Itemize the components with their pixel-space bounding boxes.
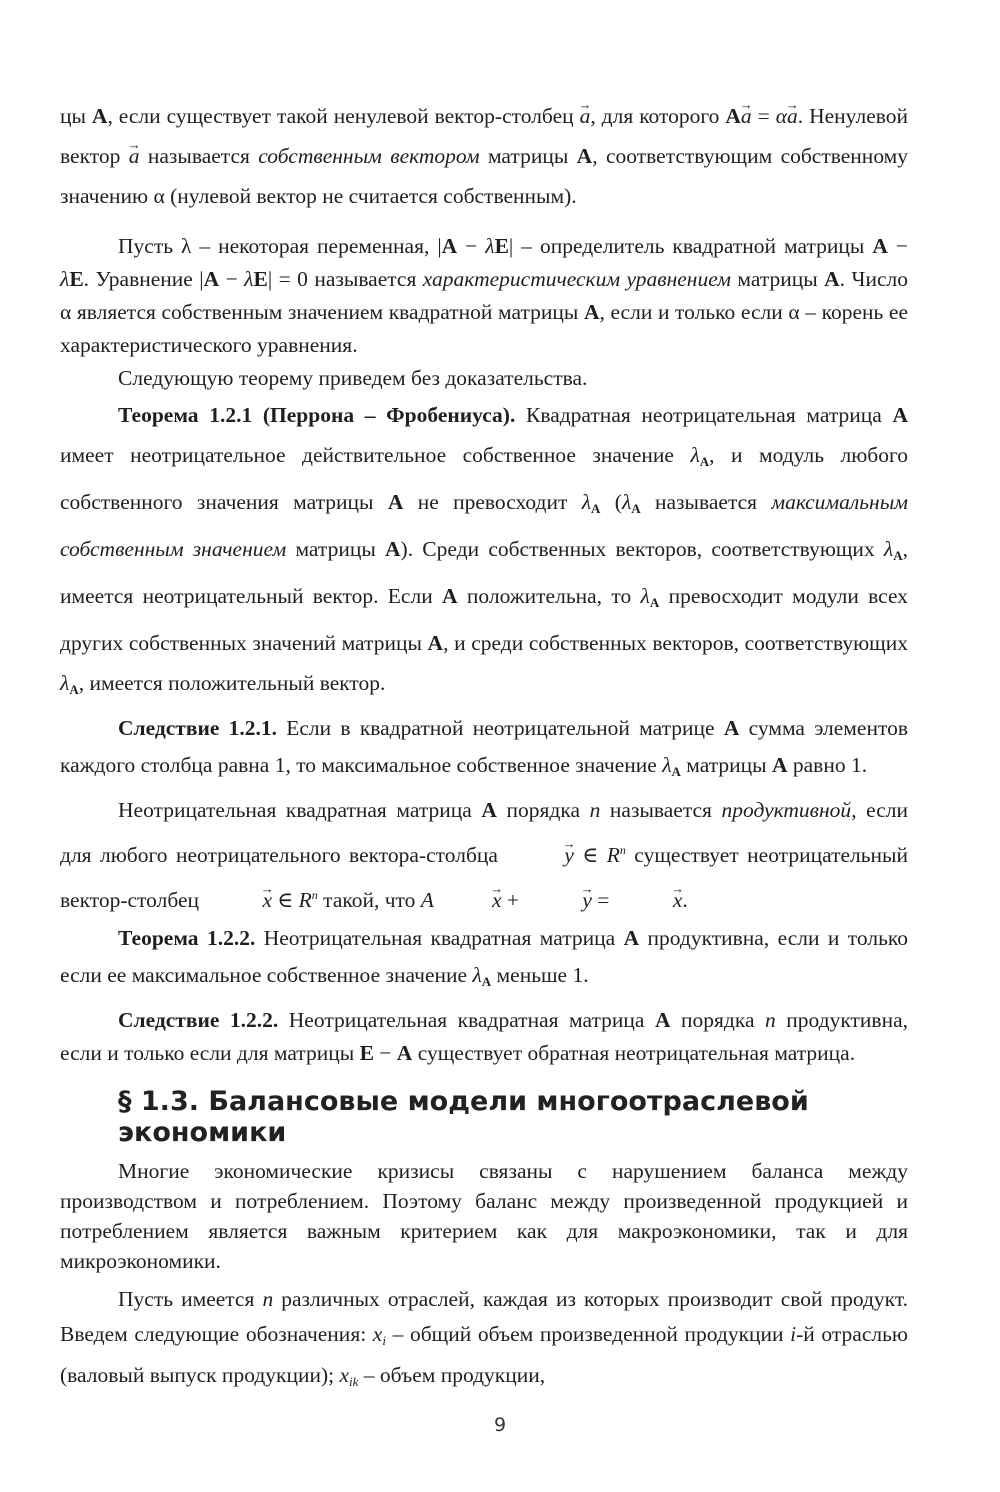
body-text-upper [60,96,908,1070]
theorem-1-2-2: Теорема 1.2.2. Неотрицательная квадратная матрица А продуктивна, если и только если ее максимальное собственное значение $\lambda_А$ меньше 1. [60,926,908,989]
paragraph-balance-intro: Многие экономические кризисы связаны с нарушением баланса между производством и потреблением. Поэтому баланс между произведенной продукцией и потреблением является важным критерием как для макроэкономики, так и для микроэкономики. [60,1159,908,1273]
paragraph-notation: Пусть имеется n различных отраслей, каждая из которых производит свой продукт. Введем следующие обозначения: xi – общий объем произведенной продукции i-й отраслью (валовый выпуск продукции); xik – объем продукции, [60,1287,909,1389]
corollary-1-2-2-label: Следствие 1.2.2. [118,1008,279,1032]
corollary-1-2-2: Следствие 1.2.2. Неотрицательная квадратная матрица А порядка n продуктивна, если и только если для матрицы Е − А существует обратная неотрицательная матрица. [60,1008,908,1065]
section-title: § 1.3. Балансовые модели многоотраслевой экономики [118,1086,809,1148]
theorem-1-2-1: Теорема 1.2.1 (Перрона – Фробениуса). Квадратная неотрицательная матрица А имеет неотрицательное действительное собственное значение $\lambda_А$, и модуль любого собственного значения матрицы А не превосходит $\lambda_А$ ($\lambda_А$ называется максимальным собственным значением матрицы А). Среди собственных векторов, соответствующих $\lambda_А$, имеется неотрицательный вектор. Если А положительна, то $\lambda_А$ превосходит модули всех других собственных значений матрицы А, и среди собственных векторов, соответствующих $\lambda_А$, имеется положительный вектор. [60,403,908,697]
paragraph-eigenvector-definition: цы А, если существует такой ненулевой вектор-столбец → a, для которого А→ a = α→ a. Ненулевой вектор → a называется собственным вектором матрицы А, соответствующим собственному значению α (нулевой вектор не считается собственным). [60,96,908,216]
body-text-lower [60,1156,908,1399]
paragraph-theorem-intro: Следующую теорему приведем без доказательства. [118,366,588,390]
theorem-1-2-2-label: Теорема 1.2.2. [118,926,256,950]
theorem-1-2-1-label: Теорема 1.2.1 (Перрона – Фробениуса). [118,403,516,427]
corollary-1-2-1-label: Следствие 1.2.1. [118,716,277,740]
page-number: 9 [493,1414,507,1436]
paragraph-productive-definition: Неотрицательная квадратная матрица А порядка n называется продуктивной, если для любого неотрицательного вектора-столбца → y ∈ $R^n$ существует неотрицательный вектор-столбец → x ∈ $R^n$ такой, что А→ x + → y = → x. [60,790,908,920]
paragraph-characteristic-equation: Пусть λ – некоторая переменная, |А − λЕ| – определитель квадратной матрицы А − λЕ. Уравнение |А − λЕ| = 0 называется характеристическим уравнением матрицы А. Число α является собственным значением квадратной матрицы А, если и только если α – корень ее характеристического уравнения. [60,234,908,357]
corollary-1-2-1: Следствие 1.2.1. Если в квадратной неотрицательной матрице А сумма элементов каждого столбца равна 1, то максимальное собственное значение $\lambda_А$ матрицы А равно 1. [60,716,908,779]
